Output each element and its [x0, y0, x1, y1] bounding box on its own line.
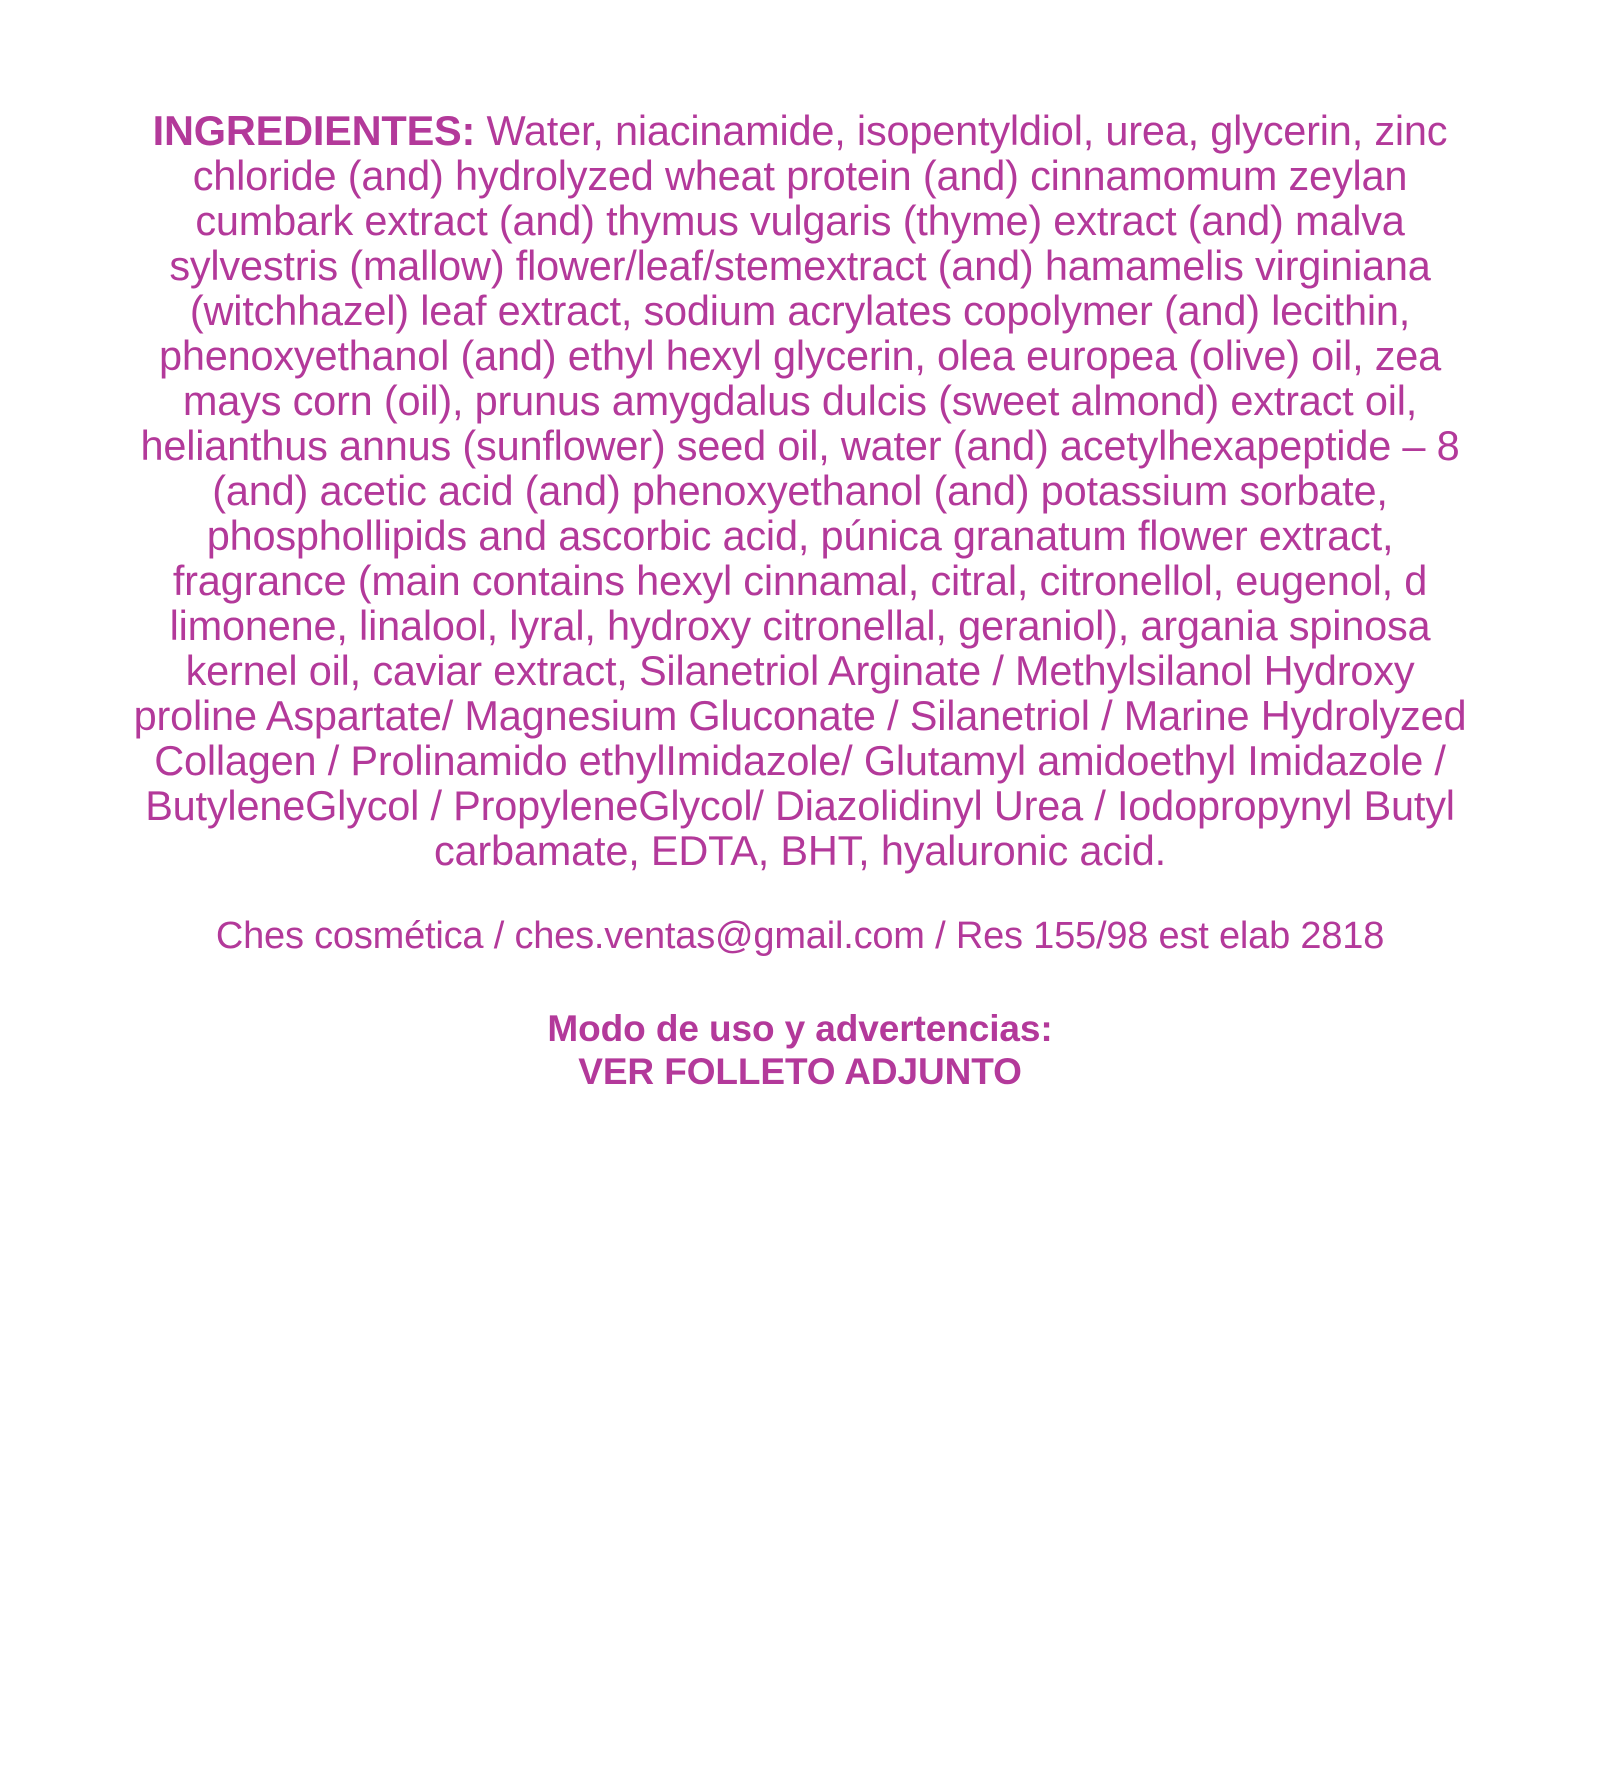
ingredients-paragraph	[120, 108, 1480, 873]
usage-instructions-block	[120, 1007, 1480, 1094]
ingredients-heading: INGREDIENTES:	[152, 107, 476, 154]
usage-heading: Modo de uso y advertencias:	[547, 1007, 1053, 1049]
ingredients-list: Water, niacinamide, isopentyldiol, urea, glycerin, zinc chloride (and) hydrolyzed wheat protein (and) cinnamomum zeylan cumbark extract (and) thymus vulgaris (thyme) extract (and) malva sylvestris (mallow) flower/leaf/stemextract (and) hamamelis virginiana (witchhazel) leaf extract, sodium acrylates copolymer (and) lecithin, phenoxyethanol (and) ethyl hexyl glycerin, olea europea (olive) oil, zea mays corn (oil), prunus amygdalus dulcis (sweet almond) extract oil, helianthus annus (sunflower) seed oil, water (and) acetylhexapeptide – 8 (and) acetic acid (and) phenoxyethanol (and) potassium sorbate, phosphollipids and ascorbic acid, púnica granatum flower extract, fragrance (main contains hexyl cinnamal, citral, citronellol, eugenol, d limonene, linalool, lyral, hydroxy citronellal, geraniol), argania spinosa kernel oil, caviar extract, Silanetriol Arginate / Methylsilanol Hydroxy proline Aspartate/ Magnesium Gluconate / Silanetriol / Marine Hydrolyzed Collagen / Prolinamido ethylImidazole/ Glutamyl amidoethyl Imidazole / ButyleneGlycol / PropyleneGlycol/ Diazolidinyl Urea / Iodopropynyl Butyl carbamate, EDTA, BHT, hyaluronic acid.	[133, 107, 1467, 875]
manufacturer-contact-line: Ches cosmética / ches.ventas@gmail.com / Res 155/98 est elab 2818	[215, 915, 1385, 958]
usage-value: VER FOLLETO ADJUNTO	[578, 1050, 1022, 1092]
